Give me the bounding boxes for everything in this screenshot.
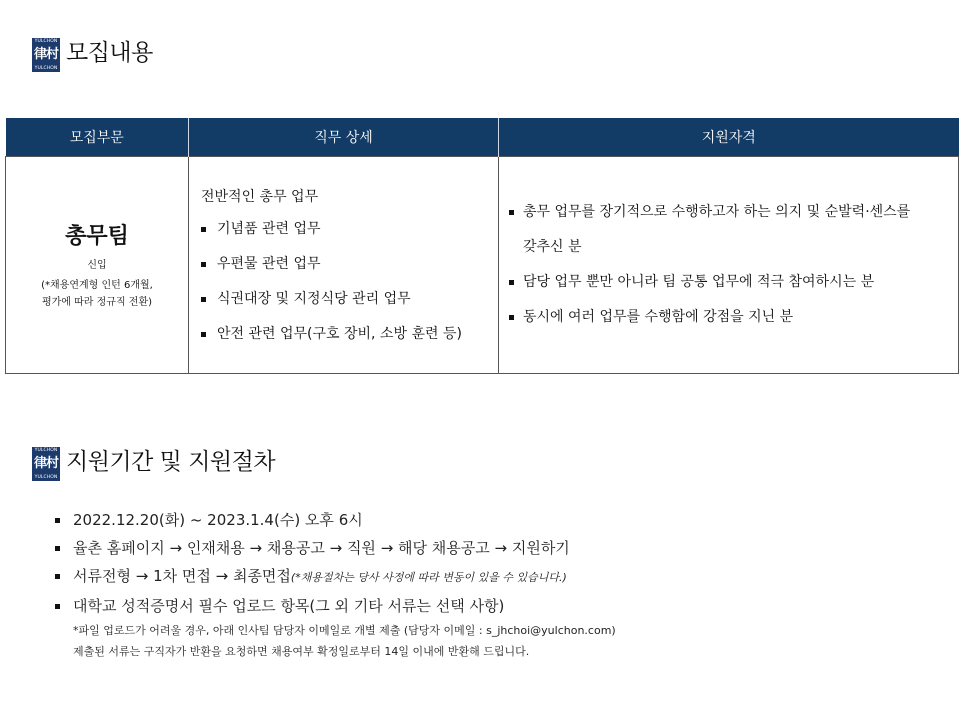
qualification-list: [509, 195, 950, 335]
process-note: (*채용절차는 당사 사정에 따라 변동이 있을 수 있습니다.): [290, 571, 567, 584]
logo-mark: 律村: [33, 47, 58, 62]
square-bullet-icon: [509, 315, 514, 320]
qualification-item-text: 담당 업무 뿐만 아니라 팀 공통 업무에 적극 참여하시는 분: [523, 274, 875, 290]
square-bullet-icon: [201, 227, 206, 232]
list-item: [55, 534, 935, 562]
list-item: [509, 195, 950, 230]
list-item: [201, 290, 498, 309]
department-note-line2: 평가에 따라 정규직 전환): [41, 297, 153, 308]
logo-bottom-text: YULCHON: [34, 66, 58, 71]
duty-list: [201, 220, 498, 344]
recruitment-table: [5, 118, 959, 374]
square-bullet-icon: [201, 332, 206, 337]
list-item: [201, 255, 498, 274]
header-qualification: 지원자격: [499, 118, 959, 157]
duty-item-text: 우편물 관련 업무: [217, 256, 321, 272]
procedure-list: [55, 506, 935, 620]
duty-cell: [189, 157, 499, 374]
list-item: [55, 592, 935, 620]
table-header-row: [6, 118, 959, 157]
logo-top-text: YULCHON: [34, 39, 58, 44]
yulchon-logo: [32, 447, 60, 481]
square-bullet-icon: [55, 574, 60, 579]
square-bullet-icon: [201, 262, 206, 267]
required-documents: 대학교 성적증명서 필수 업로드 항목(그 외 기타 서류는 선택 사항): [73, 597, 505, 615]
duty-item-text: 식권대장 및 지정식당 관리 업무: [217, 291, 411, 307]
duty-heading: 전반적인 총무 업무: [201, 189, 319, 205]
department-note-line1: (*채용연계형 인턴 6개월,: [41, 280, 153, 291]
table-row: [6, 157, 959, 374]
square-bullet-icon: [55, 604, 60, 609]
list-item: [509, 300, 950, 335]
list-item-continuation: [509, 230, 950, 265]
list-item: [201, 325, 498, 344]
list-item: [201, 220, 498, 239]
yulchon-logo: [32, 38, 60, 72]
application-path: 율촌 홈페이지 → 인재채용 → 채용공고 → 직원 → 해당 채용공고 → 지원하기: [73, 539, 570, 557]
department-type: 신입: [87, 260, 107, 271]
duty-item-text: 기념품 관련 업무: [217, 221, 321, 237]
qualification-item-text: 총무 업무를 장기적으로 수행하고자 하는 의지 및 순발력·센스를: [523, 204, 911, 220]
application-procedure: [55, 506, 935, 662]
upload-note: *파일 업로드가 어려울 경우, 아래 인사팀 담당자 이메일로 개별 제출 (담당자 이메일 : s_jhchoi@yulchon.com): [73, 624, 616, 637]
selection-process: 서류전형 → 1차 면접 → 최종면접: [73, 567, 291, 585]
square-bullet-icon: [201, 297, 206, 302]
square-bullet-icon: [55, 518, 60, 523]
section-title-recruitment: 모집내용: [66, 40, 153, 66]
logo-bottom-text: YULCHON: [34, 475, 58, 480]
header-department: 모집부문: [6, 118, 189, 157]
qualification-cell: [499, 157, 959, 374]
list-item: [55, 506, 935, 534]
department-cell: [6, 157, 189, 374]
application-period: 2022.12.20(화) ~ 2023.1.4(수) 오후 6시: [73, 511, 363, 529]
section-title-application: 지원기간 및 지원절차: [66, 449, 276, 475]
department-name: 총무팀: [65, 224, 129, 249]
square-bullet-icon: [55, 546, 60, 551]
qualification-item-text: 갖추신 분: [523, 239, 582, 255]
square-bullet-icon: [509, 210, 514, 215]
qualification-item-text: 동시에 여러 업무를 수행함에 강점을 지닌 분: [523, 309, 794, 325]
square-bullet-icon: [509, 280, 514, 285]
header-job-detail: 직무 상세: [189, 118, 499, 157]
duty-item-text: 안전 관련 업무(구호 장비, 소방 훈련 등): [217, 326, 462, 342]
list-item: [509, 265, 950, 300]
logo-top-text: YULCHON: [34, 448, 58, 453]
logo-mark: 律村: [33, 456, 58, 471]
return-note: 제출된 서류는 구직자가 반환을 요청하면 채용여부 확정일로부터 14일 이내에 반환해 드립니다.: [73, 645, 530, 658]
list-item: [55, 562, 935, 592]
